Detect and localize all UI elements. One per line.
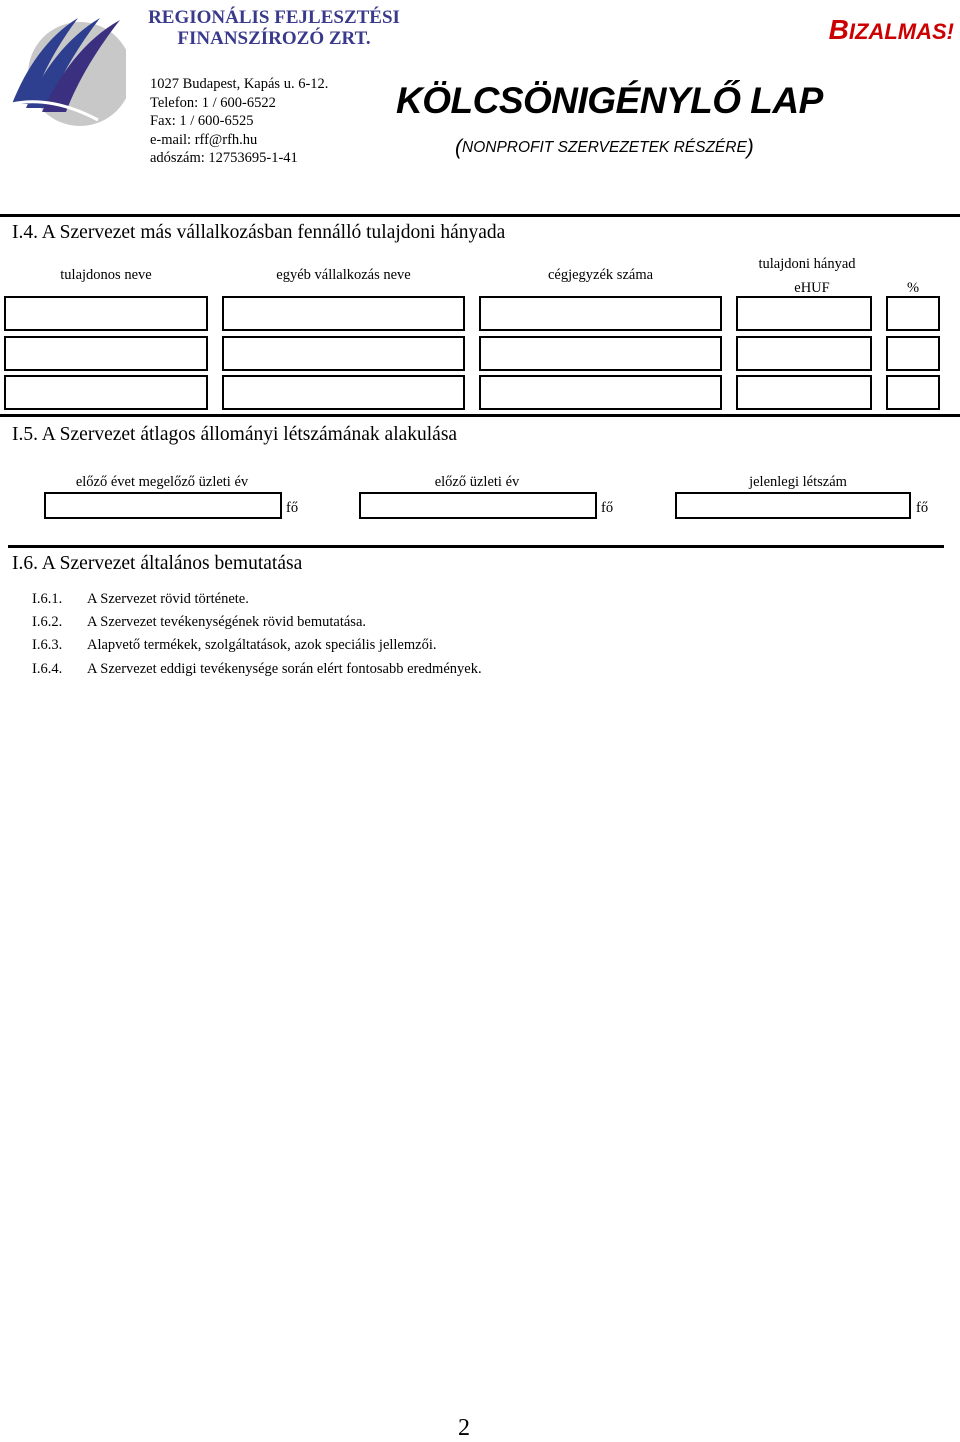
org-name: REGIONÁLIS FEJLESZTÉSI FINANSZÍROZÓ ZRT. — [148, 7, 400, 49]
col-registry-number: cégjegyzék száma — [547, 267, 654, 283]
col-ownership-share: tulajdoni hányad — [758, 256, 856, 272]
section-i6-title: I.6. A Szervezet általános bemutatása — [12, 553, 303, 574]
registry-number-field-2[interactable] — [479, 336, 722, 371]
other-company-field-3[interactable] — [222, 375, 465, 410]
owner-name-field-1[interactable] — [4, 296, 208, 331]
form-subtitle: NONPROFIT SZERVEZETEK RÉSZÉRE — [462, 139, 747, 156]
percent-field-2[interactable] — [886, 336, 940, 371]
prev-year-headcount-field[interactable] — [359, 492, 597, 519]
ehuf-field-1[interactable] — [736, 296, 872, 331]
col-other-company: egyéb vállalkozás neve — [276, 267, 411, 283]
paren-close: ) — [746, 136, 754, 159]
label-prev-prev-year: előző évet megelőző üzleti év — [75, 474, 249, 490]
item-number: I.6.1. — [32, 591, 63, 607]
company-logo — [8, 8, 126, 130]
confidential-rest: IZALMAS! — [848, 19, 954, 44]
item-number: I.6.2. — [32, 614, 63, 630]
section-i4-title: I.4. A Szervezet más vállalkozásban fennálló tulajdoni hányada — [12, 222, 506, 243]
paren-open: ( — [455, 136, 462, 159]
confidential-label — [829, 14, 954, 46]
email: e-mail: rff@rfh.hu — [150, 131, 258, 148]
item-number: I.6.4. — [32, 661, 63, 677]
other-company-field-1[interactable] — [222, 296, 465, 331]
prev-prev-year-headcount-field[interactable] — [44, 492, 282, 519]
confidential-initial: B — [828, 14, 849, 45]
item-text: A Szervezet rövid története. — [87, 591, 249, 607]
item-text: Alapvető termékek, szolgáltatások, azok speciális jellemzői. — [87, 637, 437, 653]
header-divider — [0, 214, 960, 217]
ehuf-field-2[interactable] — [736, 336, 872, 371]
current-headcount-field[interactable] — [675, 492, 911, 519]
form-subtitle-block — [455, 136, 754, 160]
label-current-headcount: jelenlegi létszám — [749, 474, 847, 490]
contact-block — [150, 75, 328, 168]
unit-fo-3: fő — [916, 500, 929, 516]
registry-number-field-1[interactable] — [479, 296, 722, 331]
owner-name-field-2[interactable] — [4, 336, 208, 371]
form-title: KÖLCSÖNIGÉNYLŐ LAP — [396, 80, 823, 121]
percent-field-1[interactable] — [886, 296, 940, 331]
ehuf-field-3[interactable] — [736, 375, 872, 410]
col-owner-name: tulajdonos neve — [60, 267, 152, 283]
unit-fo-2: fő — [601, 500, 614, 516]
section-i4-divider — [0, 414, 960, 417]
unit-fo-1: fő — [286, 500, 299, 516]
col-percent: % — [906, 280, 920, 296]
item-text: A Szervezet tevékenységének rövid bemutatása. — [87, 614, 367, 630]
phone: Telefon: 1 / 600-6522 — [150, 94, 276, 111]
percent-field-3[interactable] — [886, 375, 940, 410]
item-text: A Szervezet eddigi tevékenysége során elért fontosabb eredmények. — [87, 661, 482, 677]
address: 1027 Budapest, Kapás u. 6-12. — [150, 76, 329, 92]
registry-number-field-3[interactable] — [479, 375, 722, 410]
page-number: 2 — [458, 1415, 470, 1441]
label-prev-year: előző üzleti év — [434, 474, 520, 490]
tax-id: adószám: 12753695-1-41 — [150, 150, 298, 166]
other-company-field-2[interactable] — [222, 336, 465, 371]
section-i5-title: I.5. A Szervezet átlagos állományi létszámának alakulása — [12, 424, 458, 445]
section-i5-divider — [8, 545, 944, 548]
item-number: I.6.3. — [32, 637, 63, 653]
owner-name-field-3[interactable] — [4, 375, 208, 410]
col-ehuf: eHUF — [794, 280, 830, 296]
fax: Fax: 1 / 600-6525 — [150, 113, 254, 129]
